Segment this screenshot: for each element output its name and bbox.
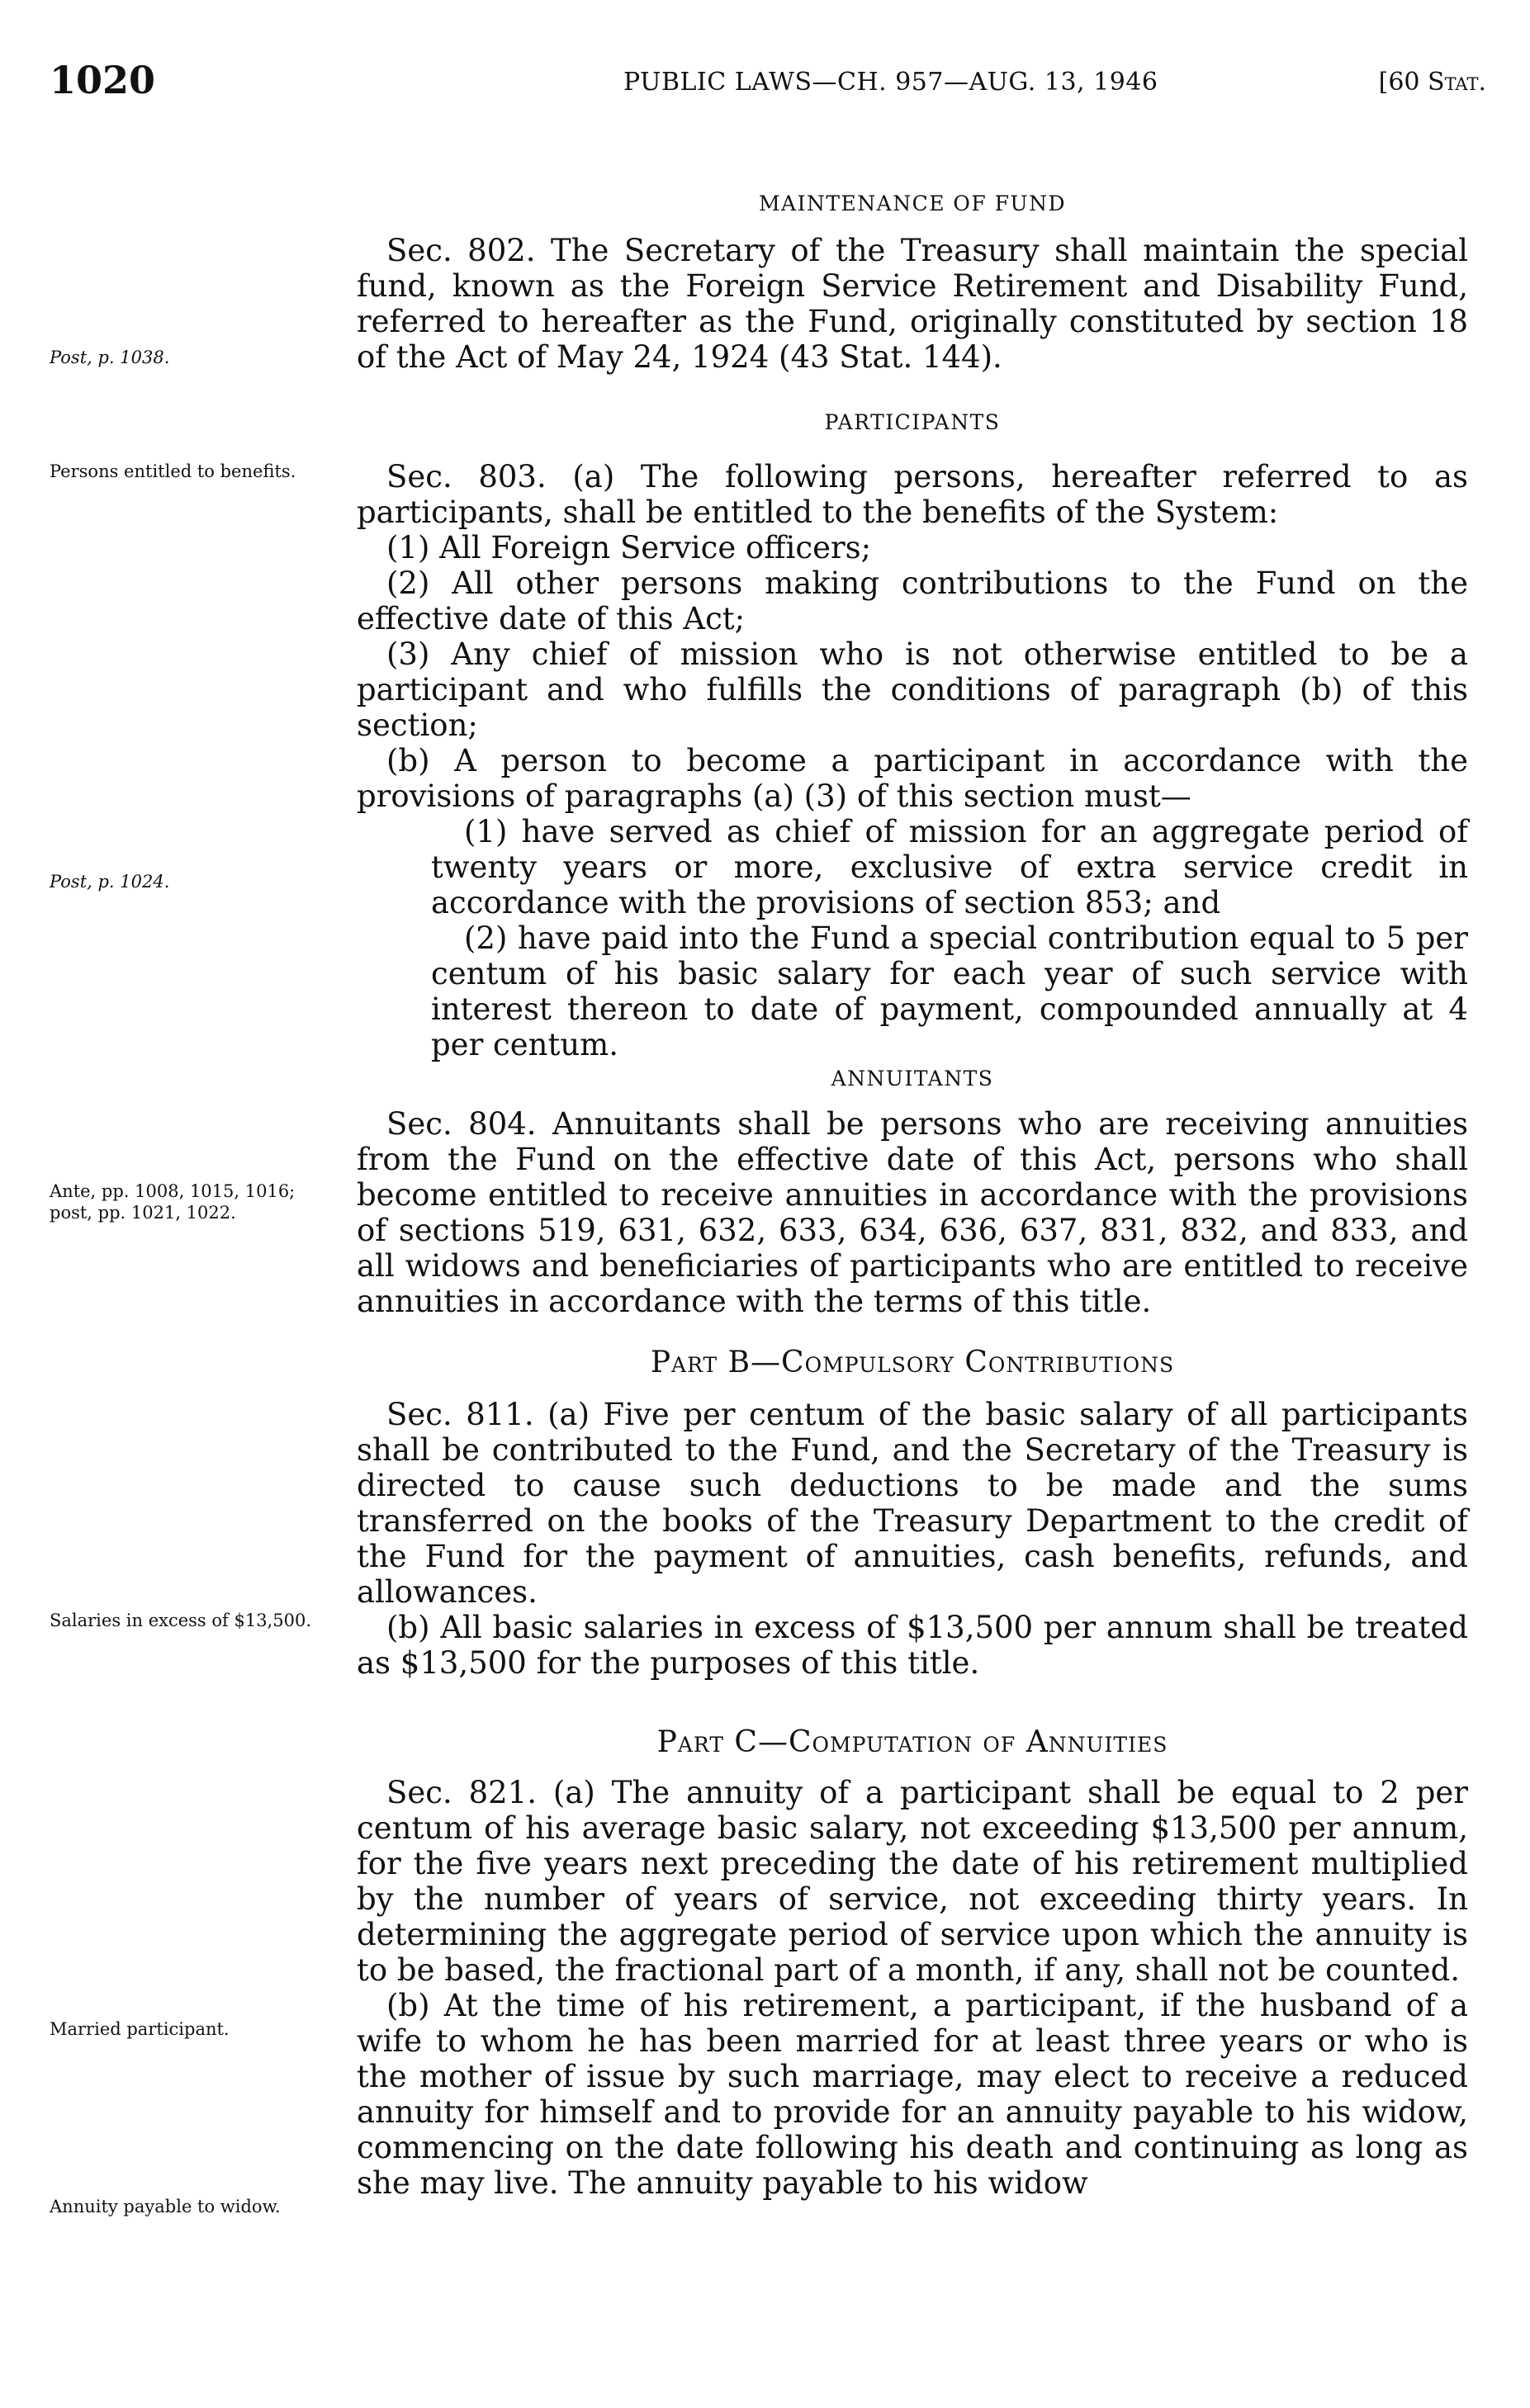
margin-note-post-1024 xyxy=(50,871,347,892)
sec-821-a: Sec. 821. (a) The annuity of a participant shall be equal to 2 per centum of his average basic salary, not exceeding $13,500 per annum, for the five years next preceding the date of his retirement multiplied by the number of years of service, not exceeding thirty years. In determining the aggregate period of service upon which the annuity is to be based, the fractional part of a month, if any, shall not be counted. xyxy=(357,1775,1468,1988)
section-heading-participants: PARTICIPANTS xyxy=(824,410,1001,434)
margin-note-annuity-widow: Annuity payable to widow. xyxy=(50,2197,281,2216)
margin-note-married-participant: Married participant. xyxy=(50,2019,230,2039)
margin-note-text: Post, p. 1038. xyxy=(50,348,170,367)
margin-note-salaries-excess: Salaries in excess of $13,500. xyxy=(50,1611,311,1630)
sec-803-a: Sec. 803. (a) The following persons, hereafter referred to as participants, shall be entitled to the benefits of the System: xyxy=(357,459,1468,530)
section-heading-maintenance: MAINTENANCE OF FUND xyxy=(758,192,1067,215)
sec-802 xyxy=(357,233,1468,375)
sec-811-a: Sec. 811. (a) Five per centum of the basic salary of all participants shall be contributed to the Fund, and the Secretary of the Treasury is directed to cause such deductions to be made and the sums transferred on the books of the Treasury Department to the credit of the Fund for the payment of annuities, cash benefits, refunds, and allowances. xyxy=(357,1397,1468,1610)
sec-821-b: (b) At the time of his retirement, a participant, if the husband of a wife to whom he has been married for at least three years or who is the mother of issue by such marriage, may elect to receive a reduced annuity for himself and to provide for an annuity payable to his widow, commencing on the date following his death and continuing as long as she may live. The annuity payable to his widow xyxy=(357,1988,1468,2201)
sec-803-a2: (2) All other persons making contributions to the Fund on the effective date of this Act; xyxy=(357,565,1468,636)
sec-803-a3: (3) Any chief of mission who is not otherwise entitled to be a participant and who fulfills the conditions of paragraph (b) of this section; xyxy=(357,636,1468,743)
part-c-heading: Part C—Computation of Annuities xyxy=(656,1725,1168,1759)
part-b-heading: Part B—Compulsory Contributions xyxy=(650,1346,1175,1379)
sec-802-text: Sec. 802. The Secretary of the Treasury shall maintain the special fund, known as the Foreign Service Retirement and Disability Fund, referred to hereafter as the Fund, originally constituted by section 18 of the Act of May 24, 1924 (43 Stat. 144). xyxy=(357,233,1468,375)
sec-811-b: (b) All basic salaries in excess of $13,500 per annum shall be treated as $13,500 for the purposes of this title. xyxy=(357,1610,1468,1681)
margin-note-persons-entitled: Persons entitled to benefits. xyxy=(50,461,296,481)
sec-804-text: Sec. 804. Annuitants shall be persons who are receiving annuities from the Fund on the effective date of this Act, persons who shall become entitled to receive annuities in accordance with the provisions of sections 519, 631, 632, 633, 634, 636, 637, 831, 832, and 833, and all widows and beneficiaries of participants who are entitled to receive annuities in accordance with the terms of this title. xyxy=(357,1106,1468,1319)
section-heading-annuitants: ANNUITANTS xyxy=(831,1067,994,1090)
page-header xyxy=(50,58,1486,116)
page-number: 1020 xyxy=(50,58,156,102)
sec-811 xyxy=(357,1397,1468,1681)
margin-note-text: Post, p. 1024. xyxy=(50,872,170,892)
running-head: PUBLIC LAWS—CH. 957—AUG. 13, 1946 xyxy=(623,68,1158,97)
sec-803 xyxy=(357,459,1468,1062)
sec-803-b-items xyxy=(357,814,1468,1062)
margin-note-ante-refs: Ante, pp. 1008, 1015, 1016; post, pp. 1021, 1022. xyxy=(50,1181,296,1223)
sec-803-b: (b) A person to become a participant in accordance with the provisions of paragraphs (a) (3) of this section must— xyxy=(357,743,1468,814)
sec-803-a1: (1) All Foreign Service officers; xyxy=(386,530,872,565)
margin-note-post-1038 xyxy=(50,347,347,368)
sec-803-b1: (1) have served as chief of mission for an aggregate period of twenty years or more, exclusive of extra service credit in accordance with the provisions of section 853; and xyxy=(431,814,1468,920)
sec-804 xyxy=(357,1106,1468,1319)
sec-821 xyxy=(357,1775,1468,2201)
volume-reference: [60 Stat. xyxy=(1378,68,1486,97)
sec-803-b2: (2) have paid into the Fund a special contribution equal to 5 per centum of his basic salary for each year of such service with interest thereon to date of payment, compounded annually at 4 per centum. xyxy=(431,920,1468,1062)
